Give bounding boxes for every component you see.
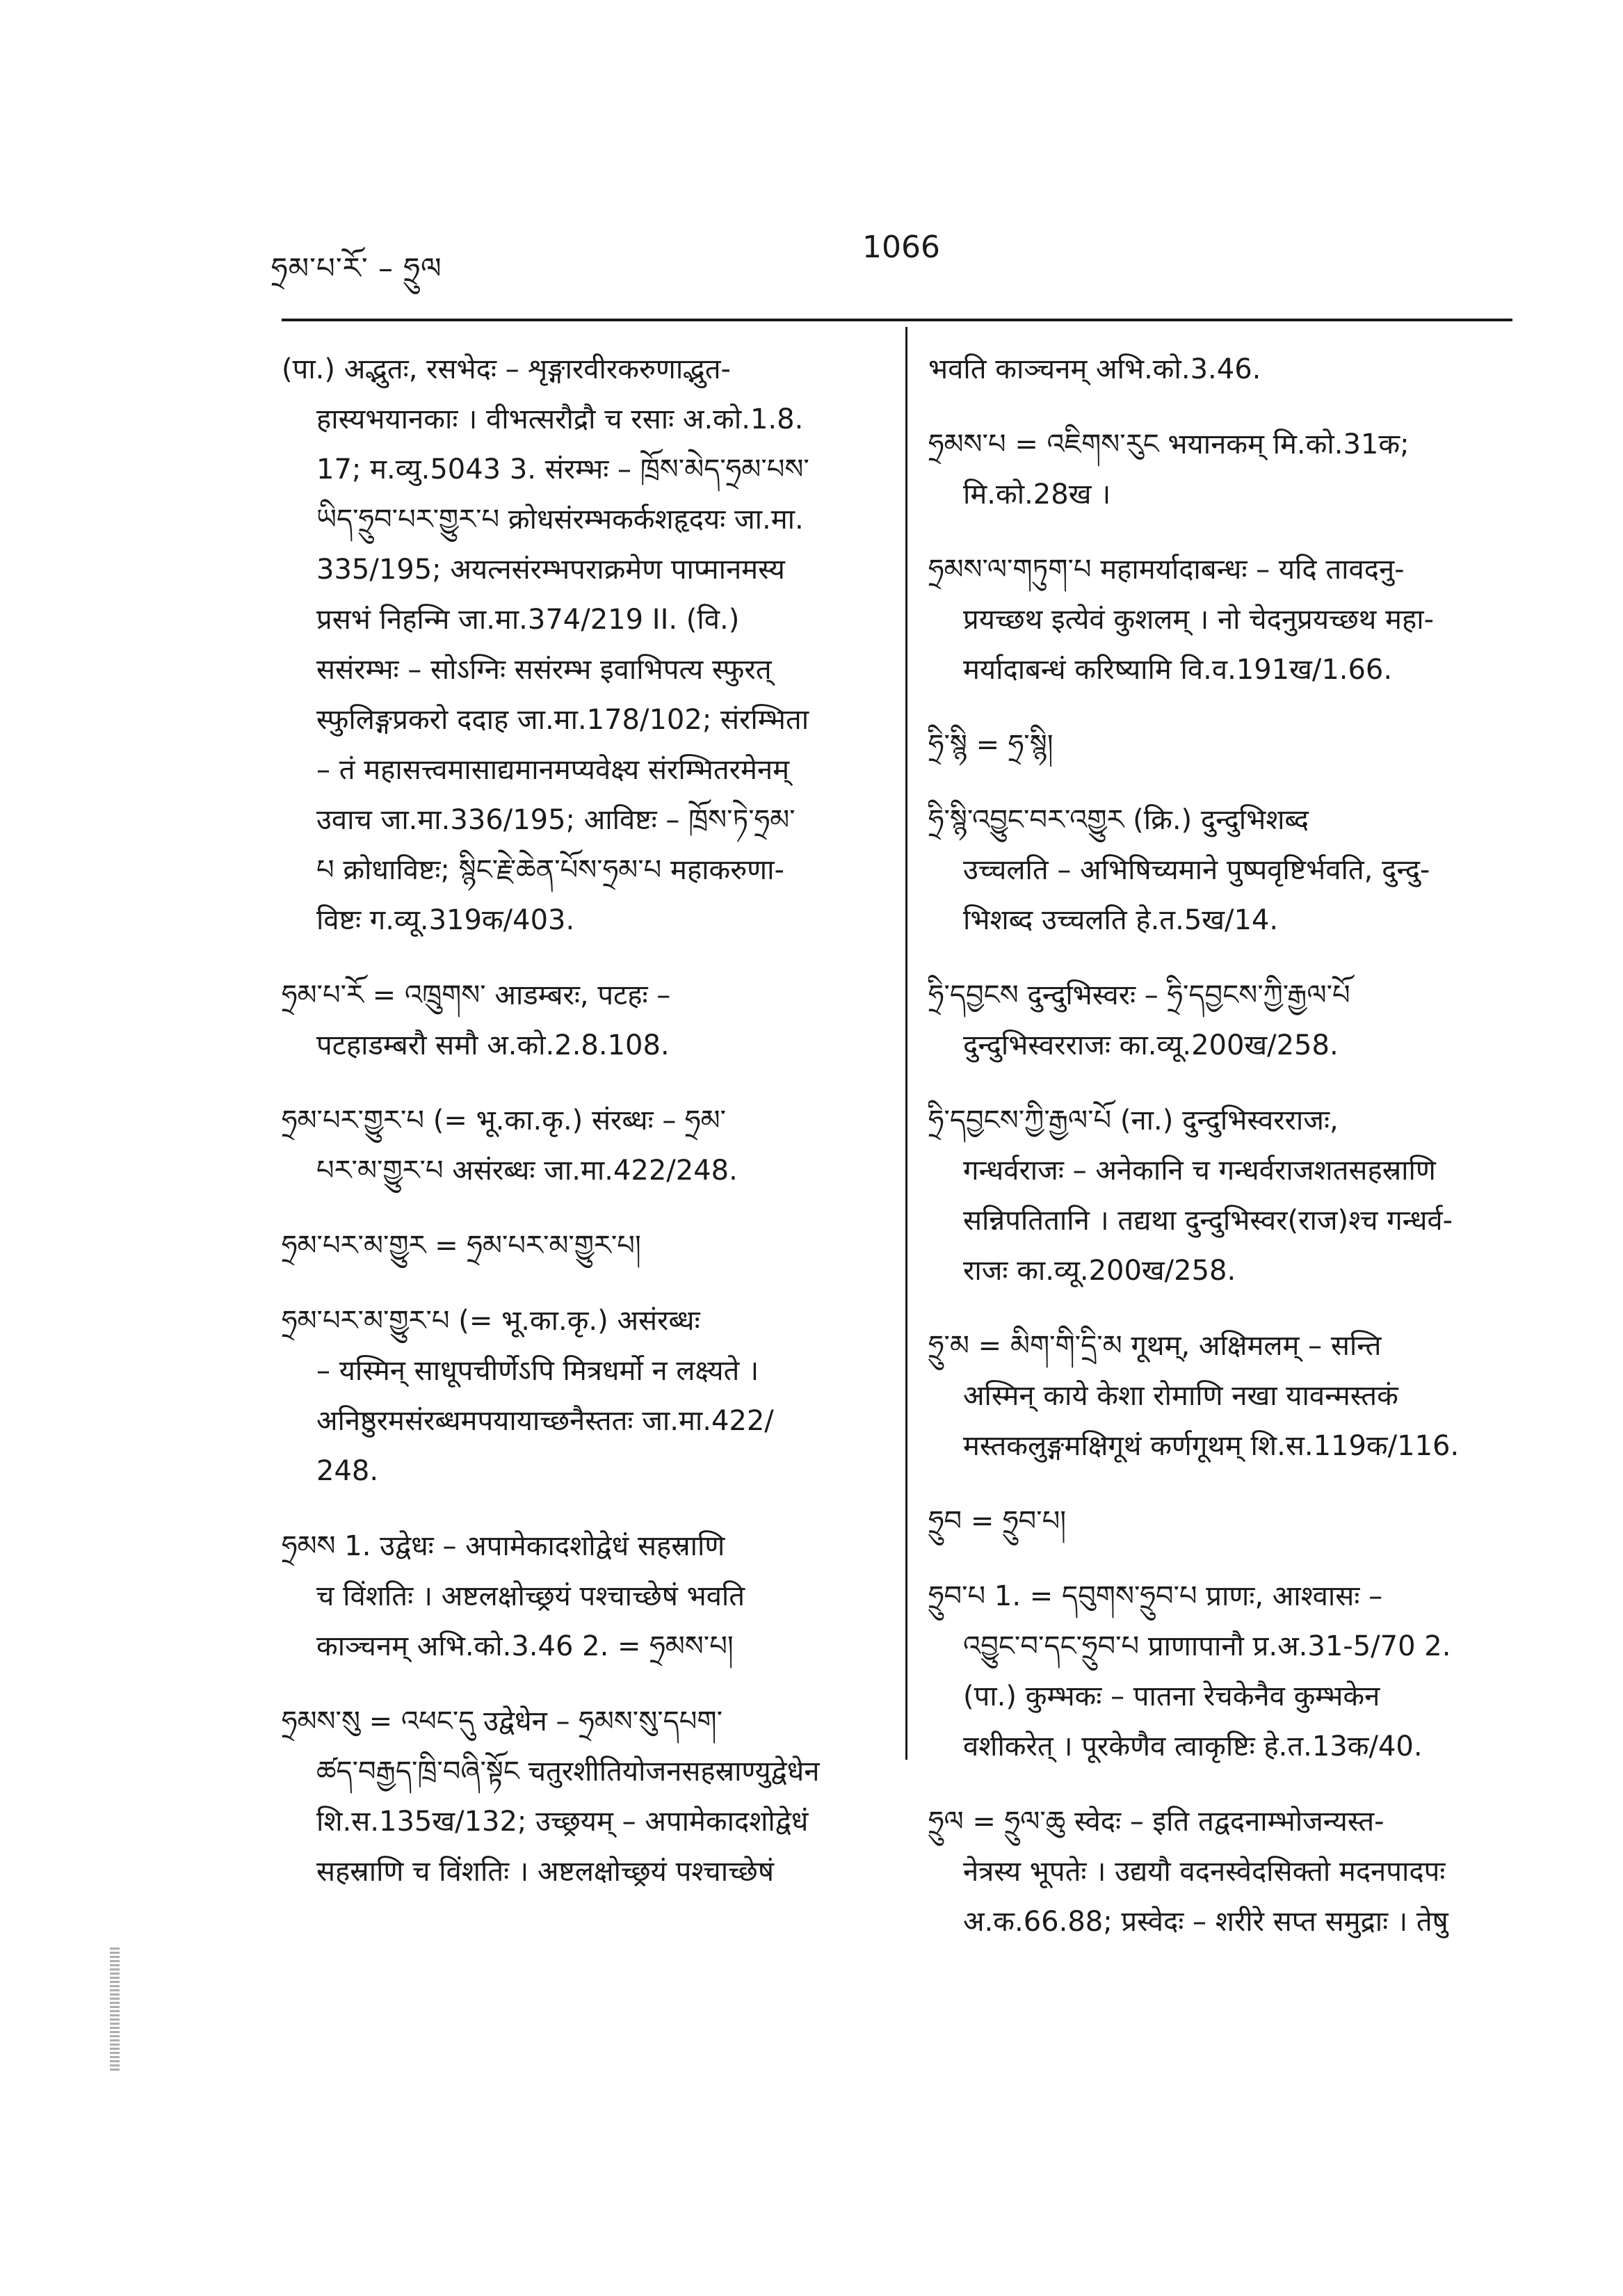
scan-edge-mark [110,1948,120,2073]
entry-text-line: प्रसभं निहन्मि जा.मा.374/219 II. (वि.) [316,604,740,636]
dictionary-entry [282,1696,880,1897]
entry-headline: ཧྲི་དབྱངས་ཀྱི་རྒྱལ་པོ (ना.) दुन्दुभिस्वरराजः, [928,1105,1339,1137]
entry-headline: भवति काञ्चनम् अभि.को.3.46. [928,353,1261,385]
entry-headline: ཧྲམས་པ = འཇིགས་རུང भयानकम् मि.को.31क; [928,428,1410,460]
entry-text-line: 248. [316,1455,379,1487]
running-head: ཧྲམ་པ་རོ་ – ཧྲུལ [271,251,442,285]
entry-text-line: भिशब्द उच्चलति हे.त.5ख/14. [963,904,1279,936]
entry-text-line: པར་མ་གྱུར་པ असंरब्धः जा.मा.422/248. [316,1155,738,1187]
dictionary-entry [282,344,880,945]
dictionary-entry [928,1571,1519,1772]
page-number: 1066 [862,230,940,265]
entry-text-line: मि.को.28ख । [963,479,1111,511]
entry-text-line: स्फुलिङ्गप्रकरो ददाह जा.मा.178/102; संरम्भिता [316,704,809,736]
entry-headline: ཧྲི་སྙི = ཧྲ་སྙི། [928,729,1053,761]
entry-text-line: ससंरम्भः – सोऽग्निः ससंरम्भ इवाभिपत्य स्फुरत् [316,654,772,686]
entry-text-line: – यस्मिन् साधूपचीर्णेऽपि मित्रधर्मो न लक्ष्यते । [316,1355,759,1387]
entry-text-line: उवाच जा.मा.336/195; आविष्टः – ཁྲོས་ཏེ་ཧྲམ་ [316,804,796,836]
entry-headline: ཧྲུབ་པ 1. = དབུགས་ཧྲུབ་པ प्राणः, आश्वासः – [928,1580,1383,1612]
entry-text-line: पटहाडम्बरौ समौ अ.को.2.8.108. [316,1029,670,1061]
entry-headline: ཧྲུབ = ཧྲུབ་པ། [928,1505,1067,1537]
dictionary-entry [282,1221,880,1271]
entry-headline: ཧྲུལ = ཧྲུལ་ཆུ स्वेदः – इति तद्वदनाम्भोजन्यस्त- [928,1806,1384,1838]
entry-text-line: मर्यादाबन्धं करिष्यामि वि.व.191ख/1.66. [963,654,1393,686]
dictionary-entry [928,1496,1519,1546]
entry-headline: ཧྲམས 1. उद्वेधः – अपामेकादशोद्वेधं सहस्राणि [282,1530,725,1562]
entry-headline: ཧྲི་སྙི་འབྱུང་བར་འགྱུར (क्रि.) दुन्दुभिशब्द [928,804,1309,836]
entry-text-line: नेत्रस्य भूपतेः । उद्ययौ वदनस्वेदसिक्तो मदनपादपः [963,1856,1446,1888]
entry-text-line: राजः का.व्यू.200ख/258. [963,1255,1236,1287]
dictionary-entry [928,1797,1519,1947]
dictionary-entry [282,970,880,1070]
dictionary-entry [928,419,1519,520]
left-column [282,344,880,1922]
dictionary-entry [928,1095,1519,1296]
entry-headline: ཧྲམ་པར་མ་གྱུར་པ (= भू.का.कृ.) असंरब्धः [282,1305,700,1337]
entry-text-line: सहस्राणि च विंशतिः । अष्टलक्षोच्छ्रयं पश्चाच्छेषं [316,1856,774,1888]
dictionary-entry [928,1321,1519,1471]
entry-text-line: गन्धर्वराजः – अनेकानि च गन्धर्वराजशतसहस्राणि [963,1155,1436,1187]
entry-text-line: दुन्दुभिस्वरराजः का.व्यू.200ख/258. [963,1029,1339,1061]
entry-text-line: ཡིད་ཧྲུབ་པར་གྱུར་པ क्रोधसंरम्भकर्कशहृदयः जा.मा. [316,504,804,536]
entry-text-line: པ क्रोधाविष्टः; སྙིང་རྗེ་ཆེན་པོས་ཧྲམ་པ महाकरुणा- [316,854,784,886]
entry-text-line: अस्मिन् काये केशा रोमाणि नखा यावन्मस्तकं [963,1380,1398,1412]
entry-text-line: 17; म.व्यु.5043 3. संरम्भः – ཁྲོས་མེད་ཧྲམ་པས་ [316,453,809,485]
entry-text-line: च विंशतिः । अष्टलक्षोच्छ्रयं पश्चाच्छेषं भवति [316,1580,745,1612]
entry-text-line: शि.स.135ख/132; उच्छ्रयम् – अपामेकादशोद्वेधं [316,1806,809,1838]
dictionary-entry [928,720,1519,770]
entry-text-line: 335/195; अयत्नसंरम्भपराक्रमेण पाप्मानमस्य [316,554,785,586]
entry-headline: ཧྲམ་པ་རོ = འཁྲུགས་ आडम्बरः, पटहः – [282,979,671,1011]
dictionary-entry [282,1095,880,1196]
entry-headline: ཧྲུ་མ = མིག་གི་དྲི་མ गूथम्, अक्षिमलम् – सन्ति [928,1330,1382,1362]
entry-text-line: ཚད་བརྒྱད་ཁྲི་བཞི་སྟོང चतुरशीतियोजनसहस्राण्युद्वेधेन [316,1756,820,1788]
entry-headline: ཧྲམ་པར་གྱུར་པ (= भू.का.कृ.) संरब्धः – ཧྲམ་ [282,1105,727,1137]
entry-headline: ཧྲམས་ལ་གཏུག་པ महामर्यादाबन्धः – यदि तावदनु- [928,554,1405,586]
entry-text-line: हास्यभयानकाः । वीभत्सरौद्रौ च रसाः अ.को.1.8. [316,403,804,435]
dictionary-entry [928,545,1519,695]
entry-text-line: – तं महासत्त्वमासाद्यमानमप्यवेक्ष्य संरम्भितरमेनम् [316,754,790,786]
entry-text-line: काञ्चनम् अभि.को.3.46 2. = ཧྲམས་པ། [316,1630,734,1662]
entry-text-line: मस्तकलुङ्गमक्षिगूथं कर्णगूथम् शि.स.119क/116. [963,1430,1460,1462]
dictionary-entry [928,344,1519,394]
entry-text-line: अ.क.66.88; प्रस्वेदः – शरीरे सप्त समुद्राः । तेषु [963,1906,1448,1938]
entry-text-line: उच्चलति – अभिषिच्यमाने पुष्पवृष्टिर्भवति, दुन्दु- [963,854,1430,886]
entry-headline: ཧྲམ་པར་མ་གྱུར = ཧྲམ་པར་མ་གྱུར་པ། [282,1230,641,1262]
dictionary-entry [928,970,1519,1070]
column-divider [905,327,907,1760]
entry-text-line: འབྱུང་བ་དང་ཧྲུབ་པ प्राणापानौ प्र.अ.31-5/70 2. [963,1630,1451,1662]
top-rule [282,319,1512,321]
entry-text-line: विष्टः ग.व्यू.319क/403. [316,904,575,936]
dictionary-entry [282,1521,880,1671]
entry-text-line: सन्निपतितानि । तद्यथा दुन्दुभिस्वर(राज)श्च गन्धर्व- [963,1205,1453,1237]
dictionary-entry [282,1296,880,1496]
entry-text-line: प्रयच्छथ इत्येवं कुशलम् । नो चेदनुप्रयच्छथ महा- [963,604,1435,636]
entry-headline: ཧྲི་དབྱངས दुन्दुभिस्वरः – ཧྲི་དབྱངས་ཀྱི་རྒྱལ་པོ [928,979,1350,1011]
entry-text-line: (पा.) कुम्भकः – पातना रेचकेनैव कुम्भकेन [963,1680,1380,1712]
dictionary-entry [928,795,1519,945]
entry-headline: (पा.) अद्भुतः, रसभेदः – शृङ्गारवीरकरुणाद्भुत- [282,353,731,385]
entry-text-line: अनिष्ठुरमसंरब्धमपयायाच्छनैस्ततः जा.मा.422/ [316,1405,774,1437]
right-column [928,344,1519,1972]
entry-text-line: वशीकरेत् । पूरकेणैव त्वाकृष्टिः हे.त.13क/40. [963,1731,1423,1763]
entry-headline: ཧྲམས་སུ = འཕང་དུ उद्वेधेन – ཧྲམས་སུ་དཔག་ [282,1705,722,1737]
